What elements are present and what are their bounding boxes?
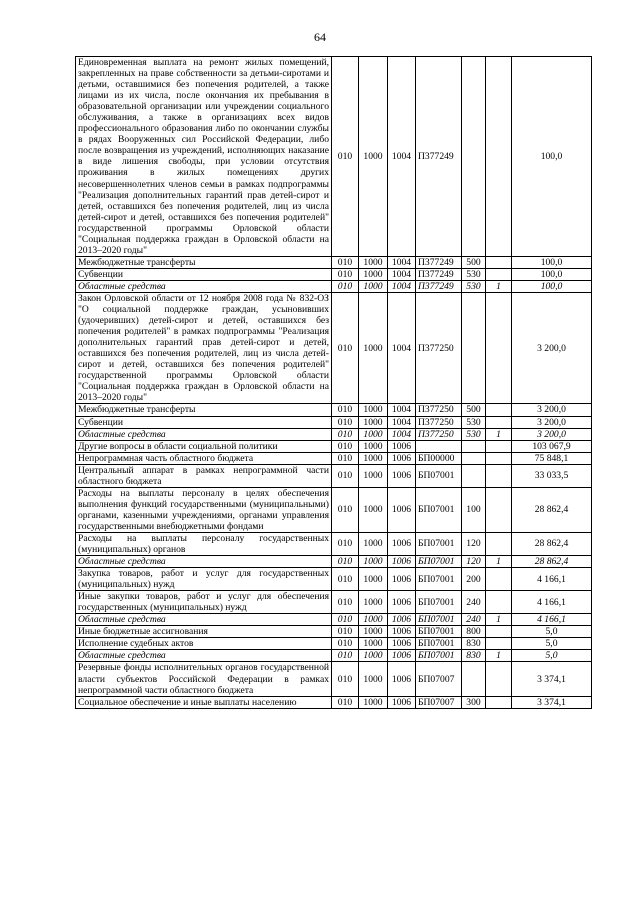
row-amount: 5,0 (512, 626, 592, 638)
row-rz-code: 1000 (359, 638, 388, 650)
row-name: Непрограммная часть областного бюджета (76, 452, 332, 464)
row-rz-code: 1000 (359, 268, 388, 280)
row-vr-code: 530 (462, 416, 486, 428)
row-name: Областные средства (76, 556, 332, 568)
row-cs-code: П377250 (416, 292, 462, 403)
table-row (76, 416, 592, 428)
row-rz-code: 1000 (359, 614, 388, 626)
row-gr-code: 010 (332, 568, 359, 591)
row-gr-code: 010 (332, 404, 359, 416)
row-pr-code: 1004 (388, 57, 416, 257)
row-name: Расходы на выплаты персоналу государственных (муниципальных) органов (76, 532, 332, 555)
row-name: Иные закупки товаров, работ и услуг для обеспечения государственных (муниципальных) нужд (76, 591, 332, 614)
table-row (76, 696, 592, 708)
row-vr-code: 120 (462, 532, 486, 555)
row-gr-code: 010 (332, 662, 359, 696)
row-cs-code: БП07001 (416, 614, 462, 626)
row-vr-code: 200 (462, 568, 486, 591)
row-amount: 3 374,1 (512, 662, 592, 696)
table-row (76, 626, 592, 638)
row-vr-code (462, 440, 486, 452)
row-cs-code: БП07001 (416, 568, 462, 591)
row-pr-code: 1006 (388, 696, 416, 708)
row-source-code (486, 591, 512, 614)
row-rz-code: 1000 (359, 650, 388, 662)
table-row (76, 614, 592, 626)
row-amount: 3 200,0 (512, 416, 592, 428)
row-name: Областные средства (76, 614, 332, 626)
row-cs-code: БП07001 (416, 487, 462, 532)
row-amount: 3 374,1 (512, 696, 592, 708)
row-name: Резервные фонды исполнительных органов государственной власти субъектов Российской Федерации в рамках непрограммной части областного бюджета (76, 662, 332, 696)
row-cs-code (416, 440, 462, 452)
table-row (76, 487, 592, 532)
row-cs-code: БП07001 (416, 650, 462, 662)
row-name: Субвенции (76, 268, 332, 280)
row-vr-code: 240 (462, 614, 486, 626)
row-source-code: 1 (486, 556, 512, 568)
table-row (76, 268, 592, 280)
row-cs-code: П377250 (416, 404, 462, 416)
row-vr-code: 120 (462, 556, 486, 568)
row-amount: 28 862,4 (512, 487, 592, 532)
row-rz-code: 1000 (359, 416, 388, 428)
row-cs-code: П377249 (416, 57, 462, 257)
row-amount: 75 848,1 (512, 452, 592, 464)
row-name: Исполнение судебных актов (76, 638, 332, 650)
row-gr-code: 010 (332, 464, 359, 487)
row-amount: 28 862,4 (512, 556, 592, 568)
row-source-code (486, 268, 512, 280)
row-rz-code: 1000 (359, 256, 388, 268)
row-name: Расходы на выплаты персоналу в целях обеспечения выполнения функций государственными (муниципальными) органами, казенными учреждениями, органами управления государственными внебюджетными фондами (76, 487, 332, 532)
table-row (76, 568, 592, 591)
row-cs-code: П377249 (416, 268, 462, 280)
row-name: Областные средства (76, 428, 332, 440)
row-pr-code: 1006 (388, 487, 416, 532)
row-vr-code (462, 452, 486, 464)
row-gr-code: 010 (332, 532, 359, 555)
row-vr-code (462, 57, 486, 257)
row-cs-code: П377249 (416, 256, 462, 268)
row-amount: 4 166,1 (512, 591, 592, 614)
row-vr-code: 800 (462, 626, 486, 638)
row-cs-code: П377250 (416, 428, 462, 440)
row-source-code: 1 (486, 280, 512, 292)
table-row (76, 428, 592, 440)
row-rz-code: 1000 (359, 280, 388, 292)
row-amount: 5,0 (512, 650, 592, 662)
table-row (76, 556, 592, 568)
row-amount: 4 166,1 (512, 568, 592, 591)
row-gr-code: 010 (332, 440, 359, 452)
row-cs-code: БП07001 (416, 626, 462, 638)
row-amount: 100,0 (512, 256, 592, 268)
row-amount: 3 200,0 (512, 292, 592, 403)
row-pr-code: 1006 (388, 464, 416, 487)
row-pr-code: 1006 (388, 662, 416, 696)
row-gr-code: 010 (332, 696, 359, 708)
row-vr-code: 530 (462, 428, 486, 440)
row-name: Единовременная выплата на ремонт жилых помещений, закрепленных на праве собственности за детьми-сиротами и детьми, оставшимися без попечения родителей, а также лицами из их числа, после окончания их пребывания в образовательной организации или учреждении социального обслуживания, а также в организациях всех видов профессионального образования либо по окончании службы в рядах Вооруженных сил Российской Федерации, либо после возвращения из учреждений, исполняющих наказание в виде лишения свободы, при условии отсутствия проживания в жилых помещениях других несовершеннолетних членов семьи в рамках подпрограммы "Реализация дополнительных гарантий прав детей-сирот и детей, оставшихся без попечения родителей, лиц из числа детей-сирот и детей, оставшихся без попечения родителей" государственной программы Орловской области "Социальная поддержка граждан в Орловской области на 2013–2020 годы" (76, 57, 332, 257)
row-name: Закупка товаров, работ и услуг для государственных (муниципальных) нужд (76, 568, 332, 591)
row-vr-code: 240 (462, 591, 486, 614)
row-source-code: 1 (486, 650, 512, 662)
row-pr-code: 1006 (388, 638, 416, 650)
row-amount: 100,0 (512, 280, 592, 292)
row-cs-code: БП07001 (416, 556, 462, 568)
row-source-code (486, 696, 512, 708)
row-source-code (486, 568, 512, 591)
row-rz-code: 1000 (359, 404, 388, 416)
row-source-code (486, 452, 512, 464)
row-name: Центральный аппарат в рамках непрограммной части областного бюджета (76, 464, 332, 487)
row-vr-code (462, 662, 486, 696)
row-source-code (486, 404, 512, 416)
row-vr-code: 530 (462, 268, 486, 280)
row-gr-code: 010 (332, 638, 359, 650)
row-pr-code: 1006 (388, 568, 416, 591)
row-vr-code: 300 (462, 696, 486, 708)
row-source-code (486, 464, 512, 487)
row-name: Областные средства (76, 650, 332, 662)
row-pr-code: 1004 (388, 404, 416, 416)
row-cs-code: БП07007 (416, 662, 462, 696)
row-pr-code: 1006 (388, 650, 416, 662)
row-source-code (486, 487, 512, 532)
row-rz-code: 1000 (359, 57, 388, 257)
row-gr-code: 010 (332, 280, 359, 292)
row-rz-code: 1000 (359, 591, 388, 614)
row-rz-code: 1000 (359, 452, 388, 464)
row-amount: 4 166,1 (512, 614, 592, 626)
row-rz-code: 1000 (359, 696, 388, 708)
table-row (76, 650, 592, 662)
row-source-code (486, 626, 512, 638)
row-amount: 100,0 (512, 57, 592, 257)
row-pr-code: 1006 (388, 626, 416, 638)
row-rz-code: 1000 (359, 662, 388, 696)
row-amount: 3 200,0 (512, 404, 592, 416)
row-cs-code: П377250 (416, 416, 462, 428)
row-name: Другие вопросы в области социальной политики (76, 440, 332, 452)
row-name: Межбюджетные трансферты (76, 404, 332, 416)
row-pr-code: 1006 (388, 452, 416, 464)
row-vr-code: 830 (462, 638, 486, 650)
row-source-code (486, 440, 512, 452)
row-amount: 100,0 (512, 268, 592, 280)
row-gr-code: 010 (332, 614, 359, 626)
table-row (76, 280, 592, 292)
row-source-code (486, 532, 512, 555)
table-row (76, 464, 592, 487)
row-pr-code: 1006 (388, 440, 416, 452)
row-source-code (486, 638, 512, 650)
table-row (76, 452, 592, 464)
row-rz-code: 1000 (359, 428, 388, 440)
row-name: Субвенции (76, 416, 332, 428)
row-gr-code: 010 (332, 256, 359, 268)
row-vr-code (462, 292, 486, 403)
row-pr-code: 1004 (388, 292, 416, 403)
row-name: Иные бюджетные ассигнования (76, 626, 332, 638)
page-number: 64 (314, 30, 326, 44)
row-cs-code: П377249 (416, 280, 462, 292)
row-gr-code: 010 (332, 428, 359, 440)
row-rz-code: 1000 (359, 464, 388, 487)
row-amount: 28 862,4 (512, 532, 592, 555)
row-source-code (486, 57, 512, 257)
row-pr-code: 1004 (388, 280, 416, 292)
row-amount: 33 033,5 (512, 464, 592, 487)
row-vr-code (462, 464, 486, 487)
row-amount: 3 200,0 (512, 428, 592, 440)
row-rz-code: 1000 (359, 568, 388, 591)
row-vr-code: 830 (462, 650, 486, 662)
row-cs-code: БП07007 (416, 696, 462, 708)
row-pr-code: 1006 (388, 614, 416, 626)
table-row (76, 440, 592, 452)
row-rz-code: 1000 (359, 292, 388, 403)
row-cs-code: БП00000 (416, 452, 462, 464)
row-gr-code: 010 (332, 292, 359, 403)
row-source-code (486, 416, 512, 428)
row-rz-code: 1000 (359, 532, 388, 555)
row-name: Социальное обеспечение и иные выплаты населению (76, 696, 332, 708)
row-gr-code: 010 (332, 416, 359, 428)
table-row (76, 662, 592, 696)
row-name: Закон Орловской области от 12 ноября 2008 года № 832-ОЗ "О социальной поддержке граждан, усыновивших (удочеривших) детей-сирот и детей, оставшихся без попечения родителей" в рамках подпрограммы "Реализация дополнительных гарантий прав детей-сирот и детей, оставшихся без попечения родителей, лиц из числа детей-сирот и детей, оставшихся без попечения родителей" государственной программы Орловской области "Социальная поддержка граждан в Орловской области на 2013–2020 годы" (76, 292, 332, 403)
table-row (76, 638, 592, 650)
table-row (76, 404, 592, 416)
row-rz-code: 1000 (359, 440, 388, 452)
table-row (76, 256, 592, 268)
table-row (76, 292, 592, 403)
row-cs-code: БП07001 (416, 464, 462, 487)
table-row (76, 591, 592, 614)
budget-table (75, 56, 592, 709)
row-cs-code: БП07001 (416, 532, 462, 555)
row-rz-code: 1000 (359, 487, 388, 532)
row-gr-code: 010 (332, 57, 359, 257)
row-vr-code: 530 (462, 280, 486, 292)
row-pr-code: 1006 (388, 532, 416, 555)
row-gr-code: 010 (332, 452, 359, 464)
table-row (76, 532, 592, 555)
row-pr-code: 1004 (388, 416, 416, 428)
row-pr-code: 1004 (388, 268, 416, 280)
row-rz-code: 1000 (359, 556, 388, 568)
row-pr-code: 1004 (388, 428, 416, 440)
row-amount: 5,0 (512, 638, 592, 650)
row-cs-code: БП07001 (416, 638, 462, 650)
row-vr-code: 500 (462, 256, 486, 268)
row-source-code: 1 (486, 428, 512, 440)
table-row (76, 57, 592, 257)
row-name: Межбюджетные трансферты (76, 256, 332, 268)
row-gr-code: 010 (332, 591, 359, 614)
row-vr-code: 500 (462, 404, 486, 416)
row-amount: 103 067,9 (512, 440, 592, 452)
row-name: Областные средства (76, 280, 332, 292)
row-rz-code: 1000 (359, 626, 388, 638)
row-cs-code: БП07001 (416, 591, 462, 614)
row-pr-code: 1004 (388, 256, 416, 268)
row-source-code: 1 (486, 614, 512, 626)
row-source-code (486, 256, 512, 268)
row-pr-code: 1006 (388, 591, 416, 614)
row-gr-code: 010 (332, 268, 359, 280)
row-pr-code: 1006 (388, 556, 416, 568)
row-gr-code: 010 (332, 650, 359, 662)
row-source-code (486, 292, 512, 403)
row-vr-code: 100 (462, 487, 486, 532)
row-source-code (486, 662, 512, 696)
row-gr-code: 010 (332, 487, 359, 532)
row-gr-code: 010 (332, 556, 359, 568)
row-gr-code: 010 (332, 626, 359, 638)
